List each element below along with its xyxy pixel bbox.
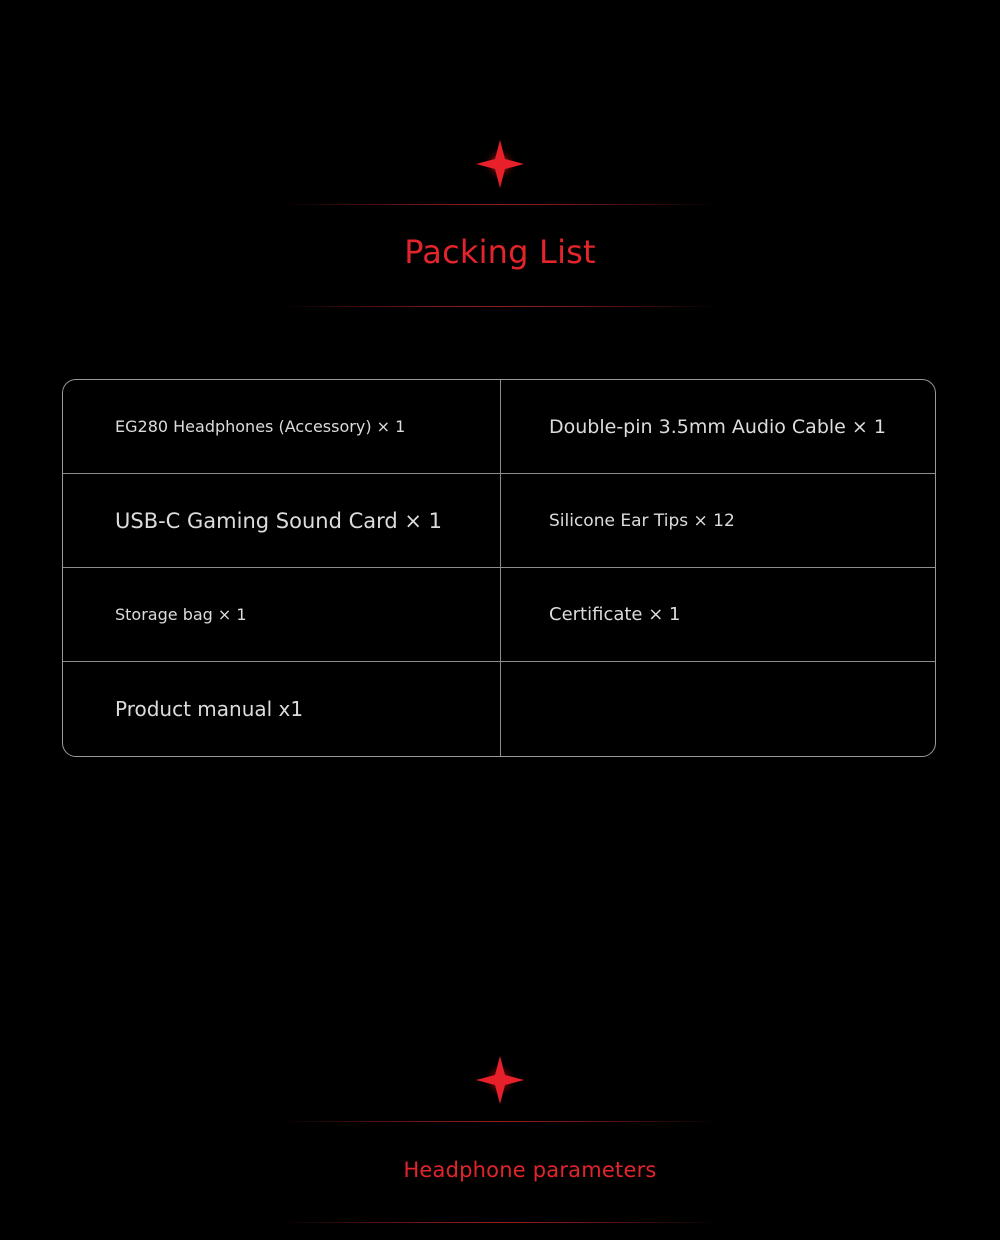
section-title-packing-list: Packing List	[404, 233, 596, 271]
packing-item: USB-C Gaming Sound Card × 1	[63, 474, 501, 568]
packing-item: Certificate × 1	[501, 568, 935, 662]
four-point-star-icon	[470, 1050, 530, 1110]
divider-top	[280, 204, 720, 205]
divider-top	[280, 1121, 720, 1122]
divider-bottom	[280, 306, 720, 307]
packing-item-empty	[501, 662, 935, 756]
packing-item: Double-pin 3.5mm Audio Cable × 1	[501, 380, 935, 474]
divider-bottom	[280, 1222, 720, 1223]
packing-item: Storage bag × 1	[63, 568, 501, 662]
four-point-star-icon	[470, 134, 530, 194]
packing-item: Silicone Ear Tips × 12	[501, 474, 935, 568]
packing-list-table	[62, 379, 936, 757]
packing-item: EG280 Headphones (Accessory) × 1	[63, 380, 501, 474]
packing-item: Product manual x1	[63, 662, 501, 756]
section-title-headphone-parameters: Headphone parameters	[403, 1158, 657, 1182]
